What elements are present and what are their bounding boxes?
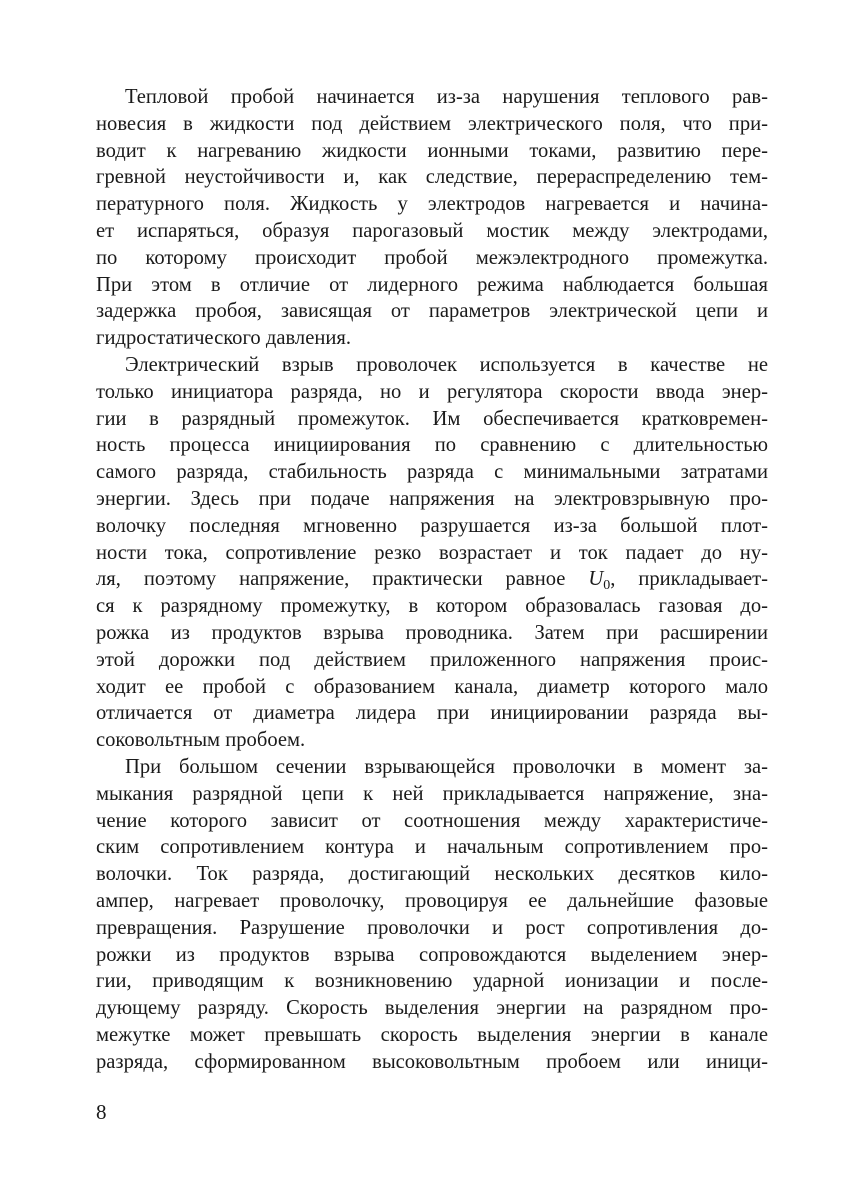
text-line: При большом сечении взрывающейся проволочки в момент за- xyxy=(125,755,768,778)
text-line: ским сопротивлением контура и начальным сопротивлением про- xyxy=(96,836,768,859)
text-line: При этом в отличие от лидерного режима наблюдается большая xyxy=(96,273,768,296)
paragraph-thermal-breakdown xyxy=(96,84,768,352)
text-line: гии, приводящим к возникновению ударной ионизации и после- xyxy=(96,970,768,993)
text-line: Тепловой пробой начинается из-за нарушения теплового рав- xyxy=(125,86,768,108)
page-number: 8 xyxy=(96,1100,107,1124)
page-body xyxy=(96,84,768,1075)
text-fragment: , прикладывает- xyxy=(610,568,768,591)
text-line: по которому происходит пробой межэлектродного промежутка. xyxy=(96,246,768,269)
text-line: гревной неустойчивости и, как следствие, перераспределению тем- xyxy=(96,166,768,189)
text-line: волочки. Ток разряда, достигающий нескольких десятков кило- xyxy=(96,863,768,886)
text-fragment: ля, поэтому напряжение, практически равное xyxy=(96,568,589,591)
text-line: пературного поля. Жидкость у электродов нагревается и начина- xyxy=(96,193,768,216)
text-line: Электрический взрыв проволочек используется в качестве не xyxy=(125,353,768,376)
text-line: превращения. Разрушение проволочки и рост сопротивления до- xyxy=(96,916,768,939)
text-line: ампер, нагревает проволочку, провоцируя ее дальнейшие фазовые xyxy=(96,889,768,912)
text-line: мыкания разрядной цепи к ней прикладывается напряжение, зна- xyxy=(96,782,768,805)
text-line: волочку последняя мгновенно разрушается из-за большой плот- xyxy=(96,514,768,537)
text-line: разряда, сформированном высоковольтным пробоем или иници- xyxy=(96,1050,768,1073)
text-line: ходит ее пробой с образованием канала, диаметр которого мало xyxy=(96,675,768,698)
paragraph-large-section-wire xyxy=(96,754,768,1076)
text-line: гидростатического давления. xyxy=(96,327,352,350)
text-line-with-formula xyxy=(96,566,768,593)
text-line: ности тока, сопротивление резко возрастает и ток падает до ну- xyxy=(96,541,768,564)
paragraph-wire-explosion xyxy=(96,352,768,754)
text-line: межутке может превышать скорость выделения энергии в канале xyxy=(96,1023,768,1046)
text-line: этой дорожки под действием приложенного напряжения проис- xyxy=(96,648,768,671)
text-line: гии в разрядный промежуток. Им обеспечивается кратковремен- xyxy=(96,407,768,430)
text-line: водит к нагреванию жидкости ионными токами, развитию пере- xyxy=(96,139,768,162)
text-line: новесия в жидкости под действием электрического поля, что при- xyxy=(96,112,768,135)
text-line: дующему разряду. Скорость выделения энергии на разрядном про- xyxy=(96,997,768,1020)
text-line: энергии. Здесь при подаче напряжения на электровзрывную про- xyxy=(96,487,768,510)
text-line: чение которого зависит от соотношения между характеристиче- xyxy=(96,809,768,832)
text-line: рожка из продуктов взрыва проводника. Затем при расширении xyxy=(96,621,768,644)
text-line: только инициатора разряда, но и регулятора скорости ввода энер- xyxy=(96,380,768,403)
text-line: ет испаряться, образуя парогазовый мостик между электродами, xyxy=(96,219,768,242)
text-line: ность процесса инициирования по сравнению с длительностью xyxy=(96,434,768,457)
voltage-letter: U xyxy=(588,568,604,591)
text-line: отличается от диаметра лидера при инициировании разряда вы- xyxy=(96,702,768,725)
text-line: самого разряда, стабильность разряда с минимальными затратами xyxy=(96,461,768,484)
text-line: ся к разрядному промежутку, в котором образовалась газовая до- xyxy=(96,595,768,618)
voltage-symbol xyxy=(588,568,611,594)
text-line: задержка пробоя, зависящая от параметров электрической цепи и xyxy=(96,300,768,323)
voltage-subscript: 0 xyxy=(603,578,611,594)
text-line: рожки из продуктов взрыва сопровождаются выделением энер- xyxy=(96,943,768,966)
text-line: соковольтным пробоем. xyxy=(96,729,306,752)
